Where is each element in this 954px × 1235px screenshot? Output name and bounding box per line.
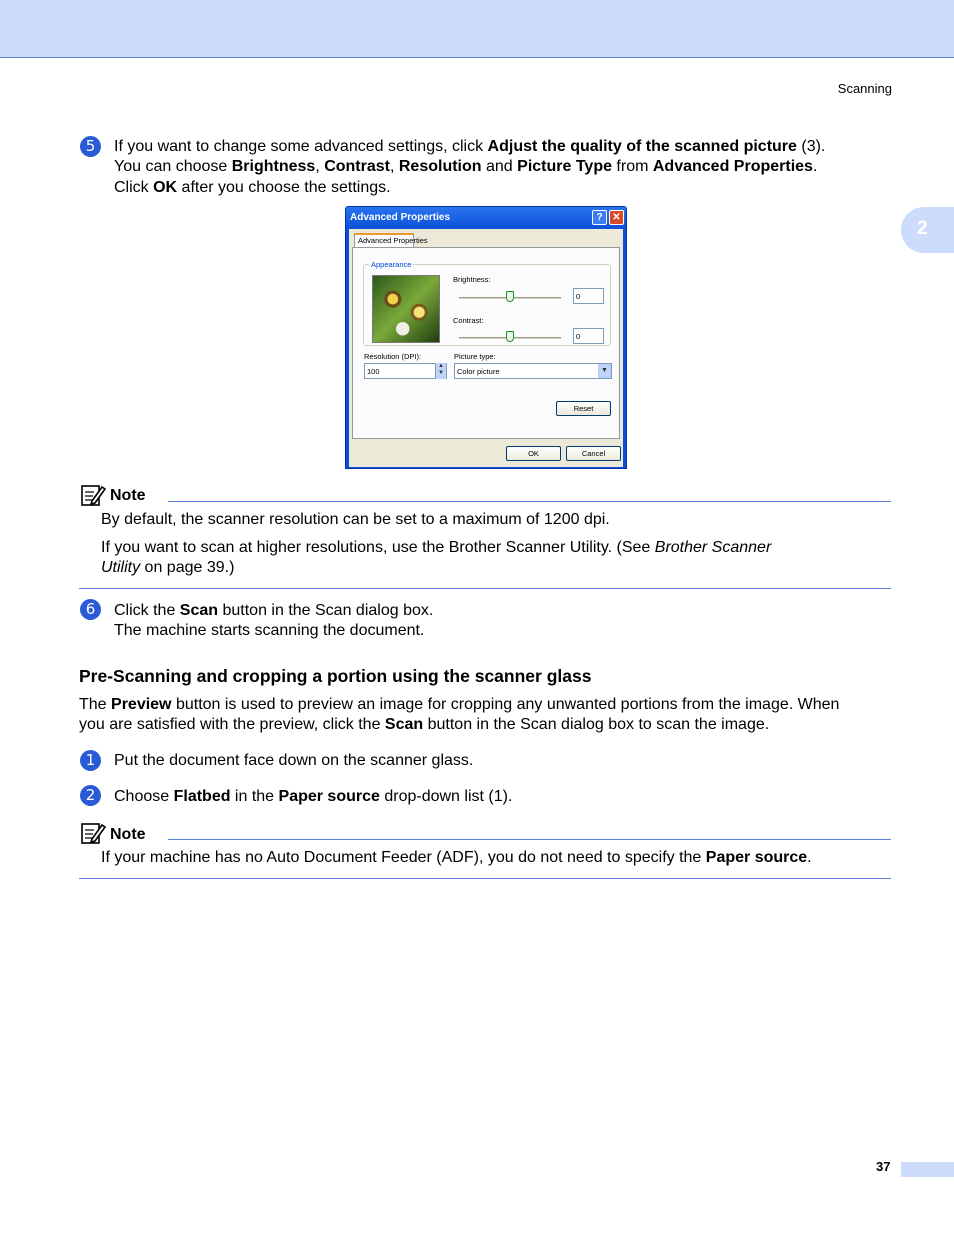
section-paragraph-line2: you are satisfied with the preview, click the Scan button in the Scan dialog box to scan the image.: [79, 716, 770, 733]
brightness-field[interactable]: 0: [573, 288, 604, 304]
step5-line1: If you want to change some advanced settings, click Adjust the quality of the scanned picture (3).: [114, 138, 826, 155]
step-number-6: 6: [80, 599, 101, 620]
note-divider: [168, 839, 891, 840]
section-heading: Pre-Scanning and cropping a portion using the scanner glass: [79, 666, 592, 686]
step-number-2: 2: [80, 785, 101, 806]
reset-button[interactable]: Reset: [556, 401, 611, 416]
page-number: 37: [876, 1159, 891, 1174]
contrast-slider-thumb[interactable]: [506, 331, 514, 342]
header-band: [0, 0, 954, 58]
close-icon[interactable]: ✕: [609, 210, 624, 225]
preview-thumbnail: [372, 275, 440, 343]
chapter-tab: [901, 207, 954, 253]
note-divider: [168, 501, 891, 502]
help-icon[interactable]: ?: [592, 210, 607, 225]
advanced-properties-dialog: [345, 206, 627, 469]
note1-paragraph2-line2: Utility on page 39.): [101, 559, 235, 576]
tab-advanced-properties[interactable]: Advanced Properties: [354, 233, 414, 247]
brightness-label: Brightness:: [453, 275, 491, 284]
running-header: Scanning: [837, 81, 892, 96]
contrast-label: Contrast:: [453, 316, 484, 325]
step5-line3: Click OK after you choose the settings.: [114, 179, 391, 196]
chapter-number: 2: [917, 218, 928, 239]
section-paragraph-line1: The Preview button is used to preview an image for cropping any unwanted portions from the image. When: [79, 696, 840, 713]
note2-text: If your machine has no Auto Document Feeder (ADF), you do not need to specify the Paper source.: [101, 849, 812, 866]
step2-text: Choose Flatbed in the Paper source drop-down list (1).: [114, 788, 513, 805]
cancel-button[interactable]: Cancel: [566, 446, 621, 461]
picture-type-value: Color picture: [457, 367, 500, 376]
note1-paragraph1: By default, the scanner resolution can be set to a maximum of 1200 dpi.: [101, 511, 610, 528]
tab-panel: [352, 247, 620, 439]
ok-button[interactable]: OK: [506, 446, 561, 461]
step6-line2: The machine starts scanning the document.: [114, 622, 425, 639]
step1-text: Put the document face down on the scanner glass.: [114, 752, 474, 769]
note1-paragraph2-line1: If you want to scan at higher resolutions, use the Brother Scanner Utility. (See Brother Scanner: [101, 539, 772, 556]
step5-line2: You can choose Brightness, Contrast, Resolution and Picture Type from Advanced Properties.: [114, 158, 818, 175]
resolution-label: Resolution (DPI):: [364, 352, 422, 361]
note-icon: [80, 483, 106, 507]
dialog-title: Advanced Properties: [346, 207, 626, 229]
picture-type-label: Picture type:: [454, 352, 496, 361]
step-number-1: 1: [80, 750, 101, 771]
brightness-slider-thumb[interactable]: [506, 291, 514, 302]
step-number-5: 5: [80, 136, 101, 157]
appearance-group: [363, 260, 611, 346]
note-end-divider: [79, 878, 891, 879]
chevron-down-icon[interactable]: ▼: [598, 364, 611, 378]
resolution-value: 100: [367, 367, 380, 376]
step6-line1: Click the Scan button in the Scan dialog box.: [114, 602, 434, 619]
resolution-spinner[interactable]: ▲ ▼: [435, 363, 446, 379]
appearance-label: Appearance: [371, 260, 412, 269]
contrast-field[interactable]: 0: [573, 328, 604, 344]
dialog-body: [349, 229, 623, 467]
note-title: Note: [110, 826, 146, 843]
note-end-divider: [79, 588, 891, 589]
note-title: Note: [110, 487, 146, 504]
note-icon: [80, 821, 106, 845]
footer-band: [901, 1162, 954, 1177]
picture-type-select[interactable]: [454, 363, 612, 379]
